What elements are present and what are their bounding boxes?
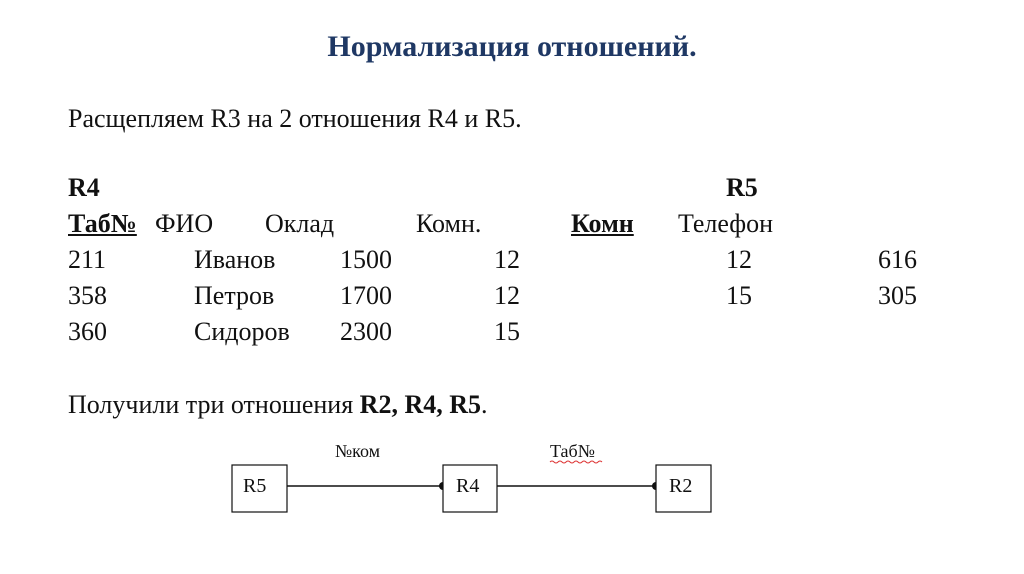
- r4-cell-salary: 2300: [340, 317, 392, 346]
- r4-cell-salary: 1700: [340, 281, 392, 310]
- r5-cell-room: 15: [726, 281, 752, 310]
- r4-header-fio: ФИО: [155, 209, 214, 238]
- r4-cell-fio: Иванов: [194, 245, 276, 274]
- r4-header-tabnum: Таб№: [68, 209, 137, 238]
- r4-title: R4: [68, 173, 100, 202]
- spellcheck-underline: [550, 461, 602, 463]
- diagram-box-label: R5: [243, 475, 267, 497]
- r4-header-salary: Оклад: [265, 209, 335, 238]
- conclusion-prefix: Получили три отношения: [68, 390, 360, 419]
- intro-text: Расщепляем R3 на 2 отношения R4 и R5.: [68, 104, 522, 133]
- r5-cell-phone: 616: [878, 245, 917, 274]
- r4-cell-room: 15: [494, 317, 520, 346]
- r5-cell-phone: 305: [878, 281, 917, 310]
- diagram-box-label: R4: [456, 475, 480, 497]
- conclusion-suffix: .: [481, 390, 488, 419]
- diagram-link-label: Таб№: [550, 441, 595, 461]
- r4-cell-tabnum: 358: [68, 281, 107, 310]
- r4-cell-fio: Петров: [194, 281, 275, 310]
- r4-cell-room: 12: [494, 281, 520, 310]
- r4-header-room: Комн.: [416, 209, 482, 238]
- r5-header-room: Комн: [571, 209, 634, 238]
- r4-cell-fio: Сидоров: [194, 317, 290, 346]
- conclusion-relations: R2, R4, R5: [359, 390, 482, 419]
- r5-title: R5: [726, 173, 758, 202]
- diagram-box-label: R2: [669, 475, 693, 497]
- r4-cell-room: 12: [494, 245, 520, 274]
- r5-header-phone: Телефон: [678, 209, 774, 238]
- r4-cell-salary: 1500: [340, 245, 392, 274]
- r5-cell-room: 12: [726, 245, 752, 274]
- r4-cell-tabnum: 360: [68, 317, 107, 346]
- diagram-link-label: №ком: [335, 441, 381, 461]
- r4-cell-tabnum: 211: [68, 245, 107, 274]
- page-title: Нормализация отношений.: [327, 30, 697, 63]
